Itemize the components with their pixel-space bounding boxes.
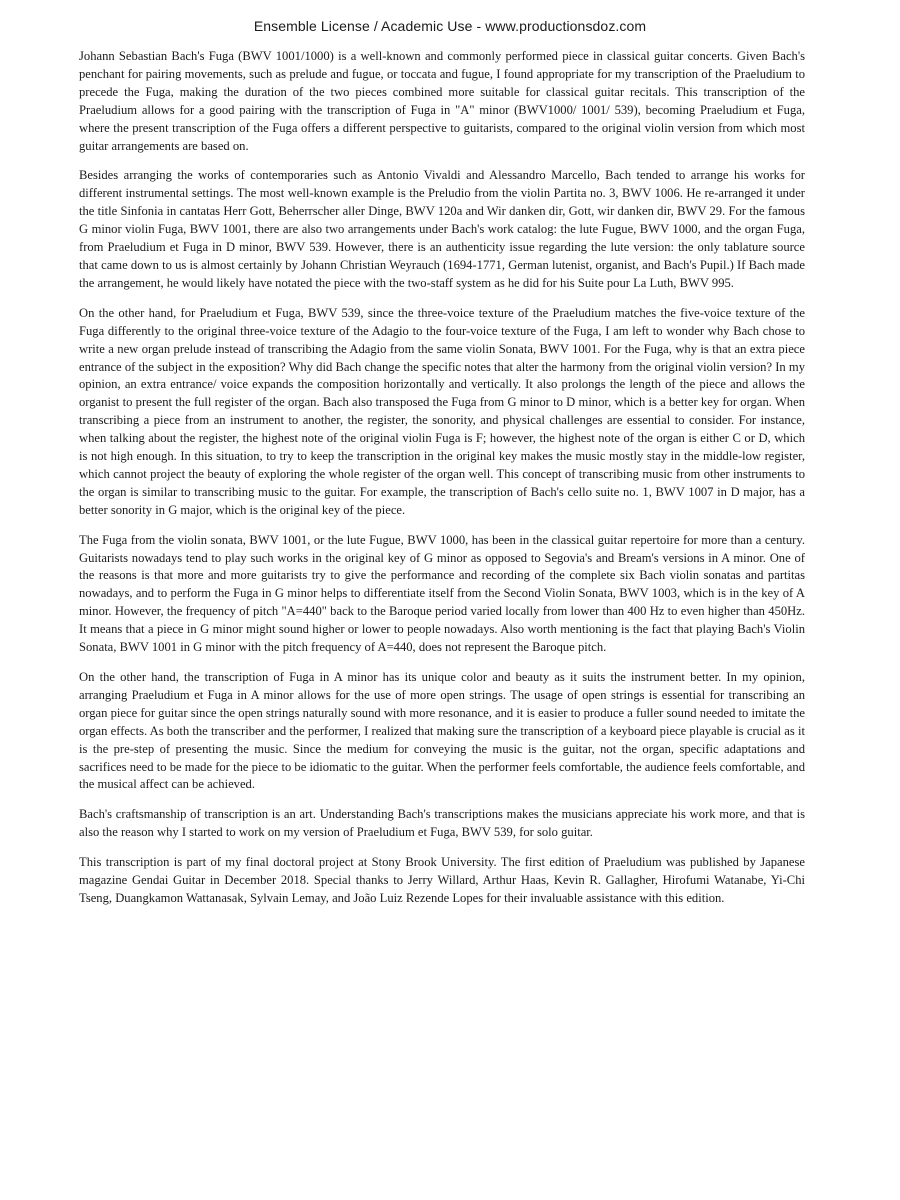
paragraph-acknowledgements: This transcription is part of my final doctoral project at Stony Brook University. The first edition of Praeludium was published by Japanese magazine Gendai Guitar in December 2018. Special thanks to Jerry Willard, Arthur Haas, Kevin R. Gallagher, Hirofumi Watanabe, Yi-Chi Tseng, Duangkamon Wattanasak, Sylvain Lemay, and João Luiz Rezende Lopes for their invaluable assistance with this edition.: [79, 855, 805, 905]
paragraph-organ-transcription: On the other hand, for Praeludium et Fuga, BWV 539, since the three-voice texture of the Praeludium matches the five-voice texture of the Fuga differently to the original three-voice texture of the Adagio to the four-voice texture of the Fuga, I am left to wonder why Bach chose to write a new organ prelude instead of transcribing the Adagio from the same violin Sonata, BWV 1001. For the Fuga, why is that an extra piece entrance of the subject in the exposition? Why did Bach change the specific notes that alter the harmony from the original violin version? In my opinion, an extra entrance/ voice expands the composition horizontally and vertically. It also prolongs the length of the piece and allows the organist to present the full register of the organ. Bach also transposed the Fuga from G minor to D minor, which is a better key for organ. When transcribing a piece from an instrument to another, the register, the sonority, and physical challenges are essential to consider. For instance, when talking about the register, the highest note of the original violin Fuga is F; however, the highest note of the organ is either C or D, which is not high enough. In this situation, to try to keep the transcription in the original key makes the music mostly stay in the middle-low register, which cannot project the beauty of exploring the whole register of the organ well. This concept of transcribing music from other instruments to the organ is similar to transcribing music to the guitar. For example, the transcription of Bach's cello suite no. 1, BWV 1007 in D major, has a better sonority in G major, which is the original key of the piece.: [79, 305, 805, 517]
paragraph-a-minor: On the other hand, the transcription of Fuga in A minor has its unique color and beauty as it suits the instrument better. In my opinion, arranging Praeludium et Fuga in A minor allows for the use of more open strings. The usage of open strings is essential for transcribing an organ piece for guitar since the open strings naturally sound with more resonance, and it is easier to produce a fuller sound needed to imitate the organ effects. As both the transcriber and the performer, I realized that making sure the transcription of a keyboard piece playable is crucial as it is the pre-step of presenting the music. Since the medium for conveying the music is the guitar, not the organ, specific adaptations and sacrifices need to be made for the piece to be idiomatic to the guitar. When the performer feels comfortable, the audience feels comfortable, and the musical affect can be achieved.: [79, 670, 805, 792]
document-body: [79, 48, 805, 920]
paragraph-intro: Johann Sebastian Bach's Fuga (BWV 1001/1000) is a well-known and commonly performed piece in classical guitar concerts. Given Bach's penchant for pairing movements, such as prelude and fugue, or toccata and fugue, I found appropriate for my transcription of the Praeludium to precede the Fuga, making the duration of the two pieces combined more suitable for classical guitar recitals. This transcription of the Praeludium allows for a good pairing with the transcription of Fuga in "A" minor (BWV1000/ 1001/ 539), becoming Praeludium et Fuga, where the present transcription of the Fuga offers a different perspective to guitarists, compared to the original violin version from which most guitar arrangements are based on.: [79, 49, 805, 153]
paragraph-craftsmanship: Bach's craftsmanship of transcription is an art. Understanding Bach's transcriptions makes the musicians appreciate his work more, and that is also the reason why I started to work on my version of Praeludium et Fuga, BWV 539, for solo guitar.: [79, 807, 805, 840]
license-header: Ensemble License / Academic Use - www.productionsdoz.com: [253, 18, 647, 34]
paragraph-arrangements: Besides arranging the works of contemporaries such as Antonio Vivaldi and Alessandro Marcello, Bach tended to arrange his works for different instrumental settings. The most well-known example is the Preludio from the violin Partita no. 3, BWV 1006. He re-arranged it under the title Sinfonia in cantatas Herr Gott, Beherrscher aller Dinge, BWV 120a and Wir danken dir, Gott, wir danken dir, BWV 29. For the famous G minor violin Fuga, BWV 1001, there are also two arrangements under Bach's work catalog: the lute Fugue, BWV 1000, and the organ Fuga, from Praeludium et Fuga in D minor, BWV 539. However, there is an authenticity issue regarding the lute version: the only tablature source that came down to us is almost certainly by Johann Christian Weyrauch (1694-1771, German lutenist, organist, and Bach's Pupil.) If Bach made the arrangement, he would likely have notated the piece with the two-staff system as he did for his Suite pour La Luth, BWV 995.: [79, 168, 805, 290]
paragraph-guitar-repertoire: The Fuga from the violin sonata, BWV 1001, or the lute Fugue, BWV 1000, has been in the classical guitar repertoire for more than a century. Guitarists nowadays tend to play such works in the original key of G minor as opposed to Segovia's and Bream's versions in A minor. One of the reasons is that more and more guitarists try to give the performance and recording of the complete six Bach violin sonatas and partitas nowadays, and to perform the Fuga in G minor helps to differentiate itself from the Second Violin Sonata, BWV 1003, which is in the key of A minor. However, the frequency of pitch "A=440" back to the Baroque period varied locally from lower than 400 Hz to even higher than 450Hz. It means that a piece in G minor might sound higher or lower to people nowadays. Also worth mentioning is the fact that playing Bach's Violin Sonata, BWV 1001 in G minor with the pitch frequency of A=440, does not represent the Baroque pitch.: [79, 532, 805, 655]
